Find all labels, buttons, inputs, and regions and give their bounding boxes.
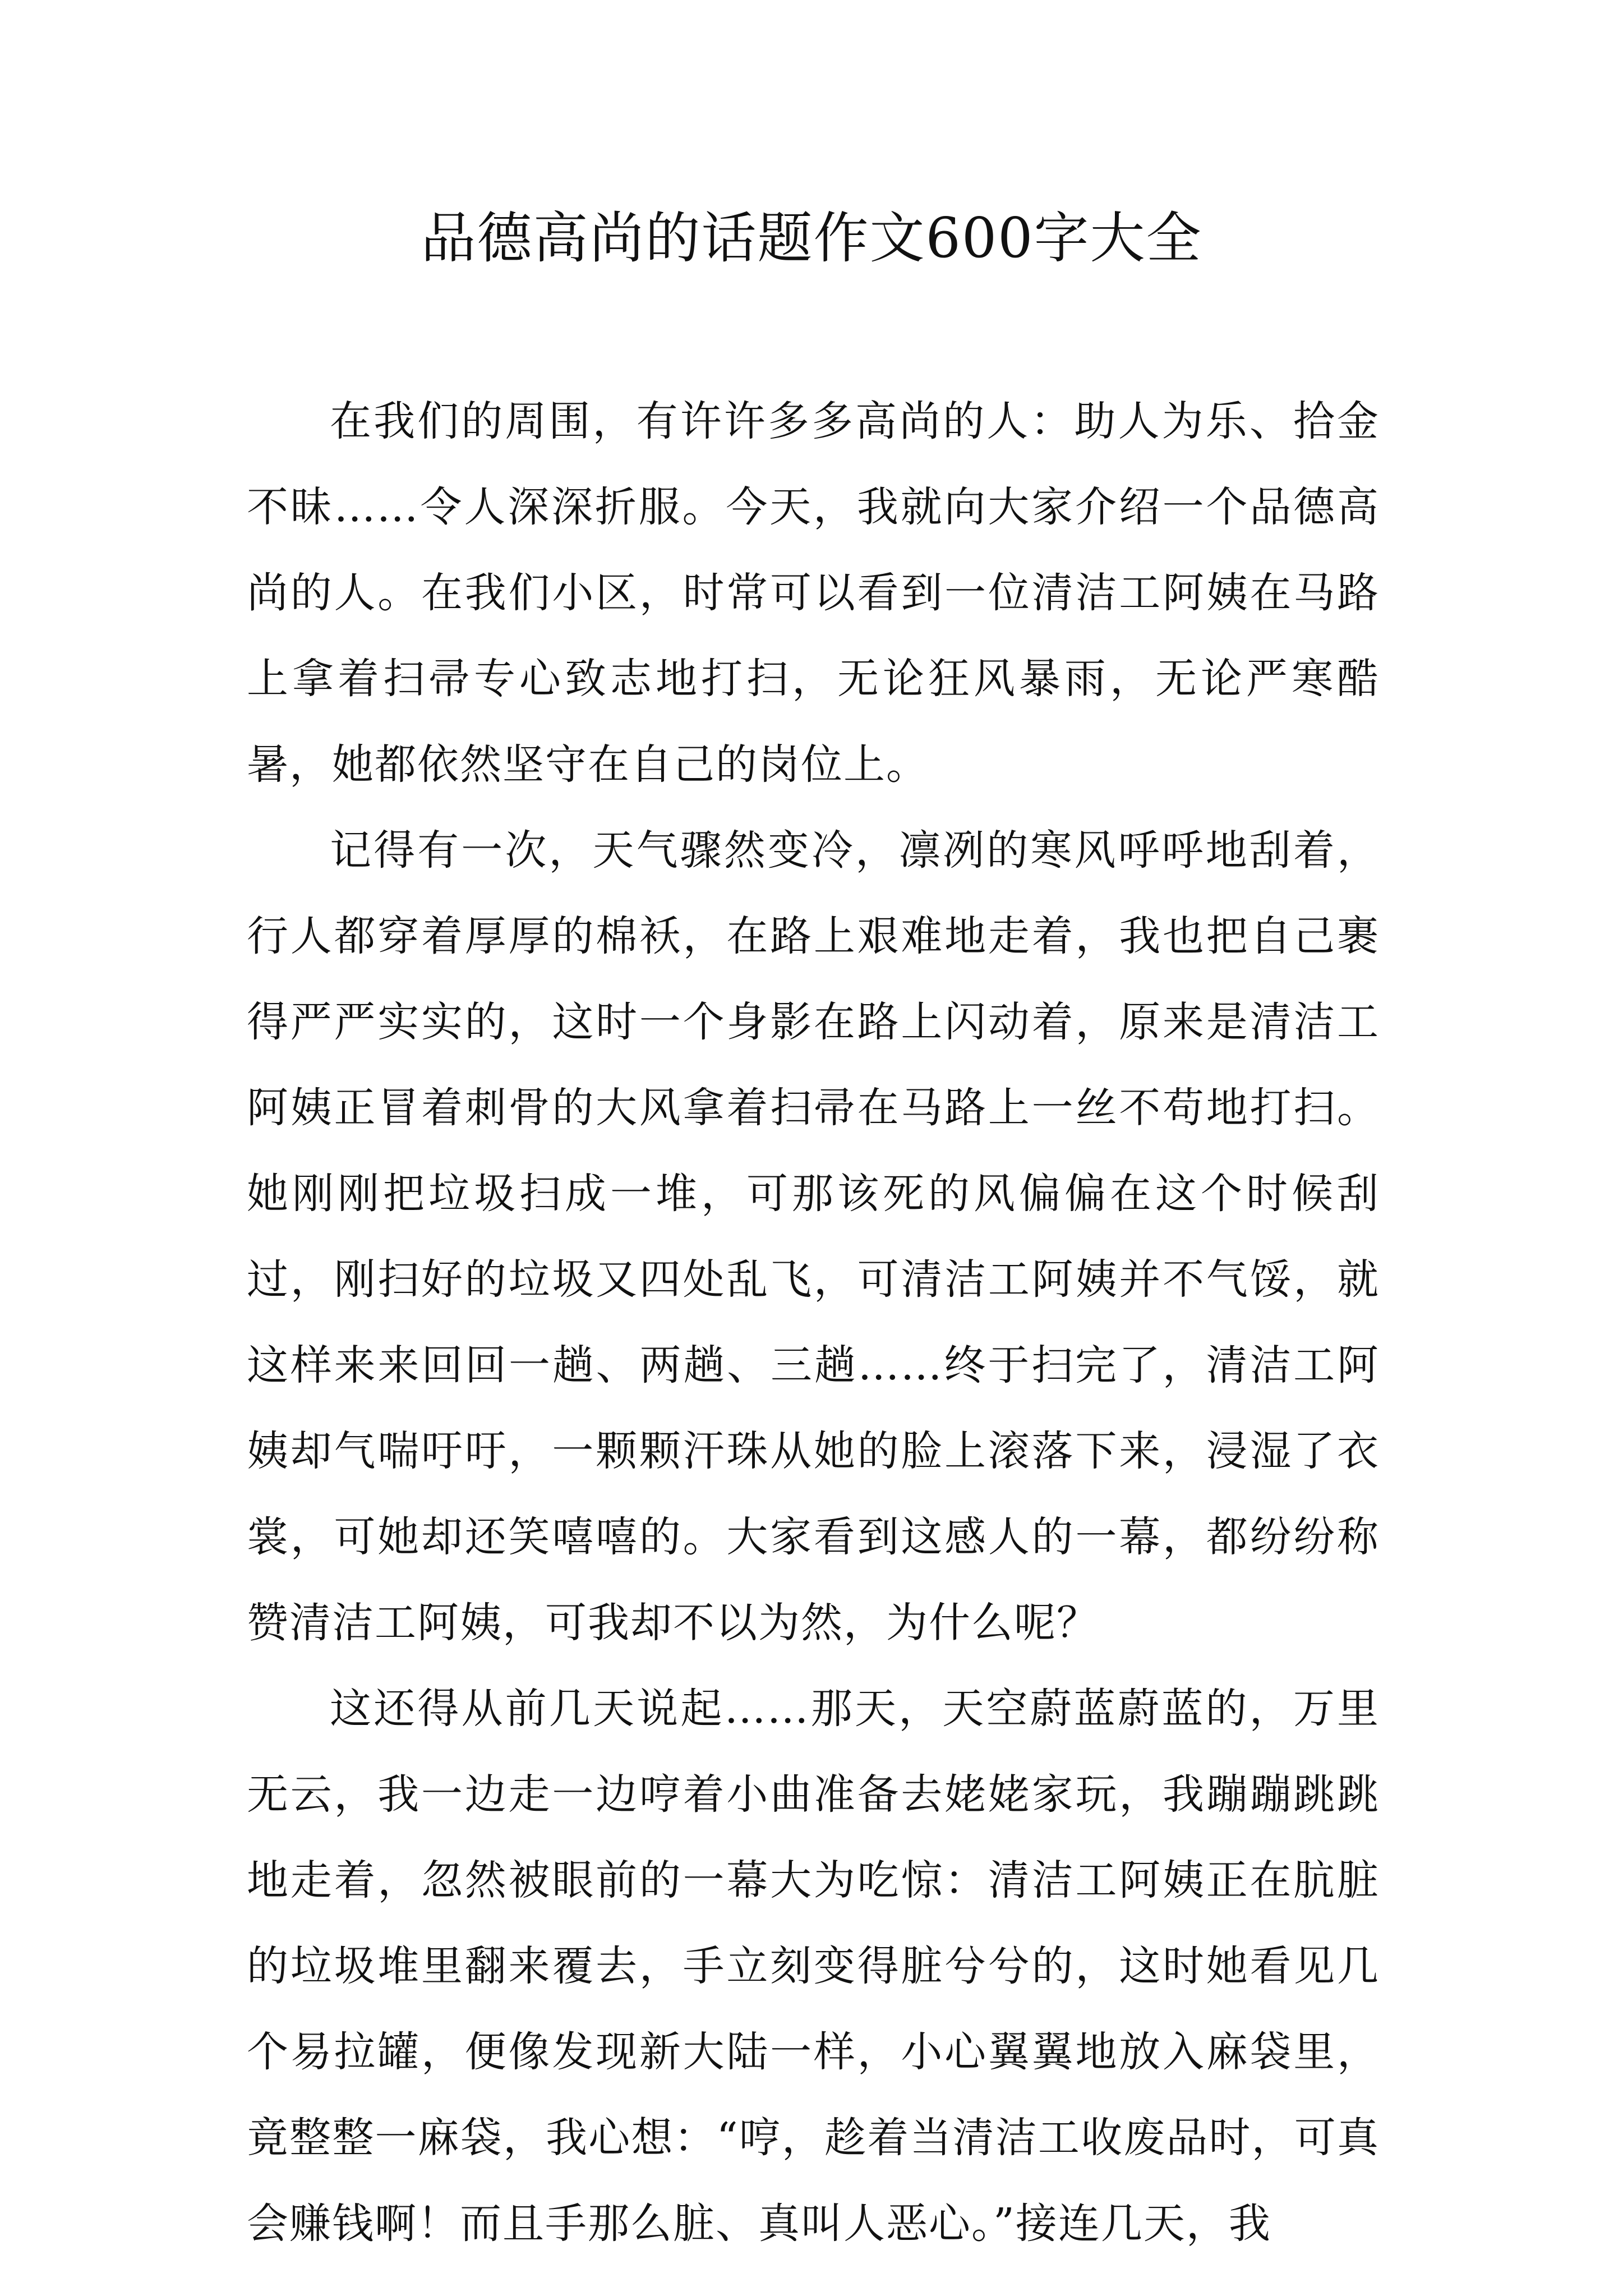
paragraph-3: 这还得从前几天说起……那天，天空蔚蓝蔚蓝的，万里无云，我一边走一边哼着小曲准备去姥姥家玩，我蹦蹦跳跳地走着，忽然被眼前的一幕大为吃惊：清洁工阿姨正在肮脏的垃圾堆里翻来覆去，手立刻变得脏兮兮的，这时她看见几个易拉罐，便像发现新大陆一样，小心翼翼地放入麻袋里，竟整整一麻袋，我心想：“哼，趁着当清洁工收废品时，可真会赚钱啊！而且手那么脏、真叫人恶心。”接连几天，我 <box>247 1685 1380 2248</box>
document-title: 品德高尚的话题作文600字大全 <box>421 206 1202 270</box>
paragraph-1: 在我们的周围，有许许多多高尚的人：助人为乐、拾金不昧……令人深深折服。今天，我就向大家介绍一个品德高尚的人。在我们小区，时常可以看到一位清洁工阿姨在马路上拿着扫帚专心致志地打扫，无论狂风暴雨，无论严寒酷暑，她都依然坚守在自己的岗位上。 <box>247 397 1380 789</box>
paragraph-2: 记得有一次，天气骤然变冷，凛冽的寒风呼呼地刮着，行人都穿着厚厚的棉袄，在路上艰难地走着，我也把自己裹得严严实实的，这时一个身影在路上闪动着，原来是清洁工阿姨正冒着刺骨的大风拿着扫帚在马路上一丝不苟地打扫。她刚刚把垃圾扫成一堆，可那该死的风偏偏在这个时候刮过，刚扫好的垃圾又四处乱飞，可清洁工阿姨并不气馁，就这样来来回回一趟、两趟、三趟……终于扫完了，清洁工阿姨却气喘吁吁，一颗颗汗珠从她的脸上滚落下来，浸湿了衣裳，可她却还笑嘻嘻的。大家看到这感人的一幕，都纷纷称赞清洁工阿姨，可我却不以为然，为什么呢？ <box>247 826 1380 1647</box>
document-body <box>247 379 1380 2267</box>
